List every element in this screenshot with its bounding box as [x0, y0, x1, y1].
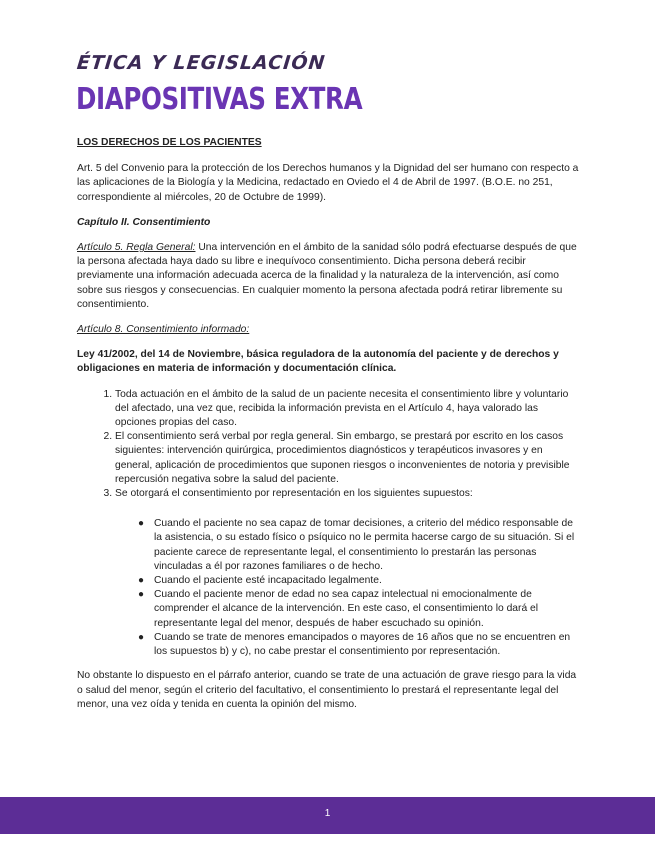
article-5-text: Una intervención en el ámbito de la sanidad sólo podrá efectuarse después de que la persona afectada haya dado su libre e inequívoco consentimiento. Dicha persona deberá recibir previamente una información adecuada acerca de la finalidad y la naturaleza de la intervención, así como sobre sus riesgos y consecuencias. En cualquier momento la persona afectada podrá retirar libremente su consentimiento.	[77, 242, 577, 310]
article-5-label: Artículo 5. Regla General:	[77, 242, 196, 254]
list-item: 1. Toda actuación en el ámbito de la salud de un paciente necesita el consentimiento libre y voluntario del afectado, una vez que, recibida la información prevista en el Artículo 4, haya valorado las opciones propias del caso.	[115, 388, 582, 431]
bullet-icon: ●	[138, 518, 145, 530]
bullet-item: ● Cuando el paciente no sea capaz de tomar decisiones, a criterio del médico responsable de la asistencia, o su estado físico o psíquico no le permita hacerse cargo de su situación. Si el paciente carece de representante legal, el consentimiento lo prestarán las personas vinculadas a él por razones familiares o de hecho.	[138, 518, 575, 572]
bullet-list	[115, 517, 582, 659]
header-kicker: ÉTICA Y LEGISLACIÓN	[75, 52, 327, 74]
section-heading: LOS DERECHOS DE LOS PACIENTES	[77, 137, 262, 148]
article-8-label: Artículo 8. Consentimiento informado:	[77, 324, 250, 336]
list-item	[115, 487, 582, 659]
article-8-paragraph	[77, 323, 582, 337]
article-5-paragraph	[77, 241, 582, 312]
page-number: 1	[324, 808, 331, 819]
chapter-heading: Capítulo II. Consentimiento	[77, 216, 211, 228]
list-item: 2. El consentimiento será verbal por regla general. Sin embargo, se prestará por escrito en los casos siguientes: intervención quirúrgica, procedimientos diagnósticos y terapéuticos invasores y en general, aplicación de procedimientos que suponen riesgos o inconvenientes de notoria y previsible repercusión negativa sobre la salud del paciente.	[115, 430, 582, 487]
bullet-icon: ●	[138, 589, 145, 601]
bullet-item: ● Cuando se trate de menores emancipados o mayores de 16 años que no se encuentren en los supuestos b) y c), no cabe prestar el consentimiento por representación.	[138, 631, 571, 658]
bullet-icon: ●	[138, 631, 145, 643]
numbered-list	[77, 388, 582, 660]
bullet-item: ● Cuando el paciente esté incapacitado legalmente.	[154, 574, 582, 588]
intro-paragraph: Art. 5 del Convenio para la protección de los Derechos humanos y la Dignidad del ser humano con respecto a las aplicaciones de la Biología y la Medicina, redactado en Oviedo el 4 de Abril de 1997. (B.O.E. no 251, correspondiente al miércoles, 20 de Octubre de 1999).	[77, 163, 579, 203]
page-title: DIAPOSITIVAS EXTRA	[76, 82, 363, 117]
law-heading: Ley 41/2002, del 14 de Noviembre, básica reguladora de la autonomía del paciente y de derechos y obligaciones en materia de información y documentación clínica.	[77, 349, 559, 375]
closing-paragraph: No obstante lo dispuesto en el párrafo anterior, cuando se trate de una actuación de grave riesgo para la vida o salud del menor, según el criterio del facultativo, el consentimiento lo prestará el representante legal del menor, una vez oída y tenida en cuenta la opinión del mismo.	[77, 670, 577, 710]
bullet-icon: ●	[138, 575, 145, 587]
list-item-text: Se otorgará el consentimiento por representación en los siguientes supuestos:	[115, 488, 473, 500]
document-body	[77, 136, 582, 723]
bullet-item: ● Cuando el paciente menor de edad no sea capaz intelectual ni emocionalmente de comprender el alcance de la intervención. En este caso, el consentimiento lo dará el representante legal del menor, después de haber escuchado su opinión.	[138, 589, 539, 629]
